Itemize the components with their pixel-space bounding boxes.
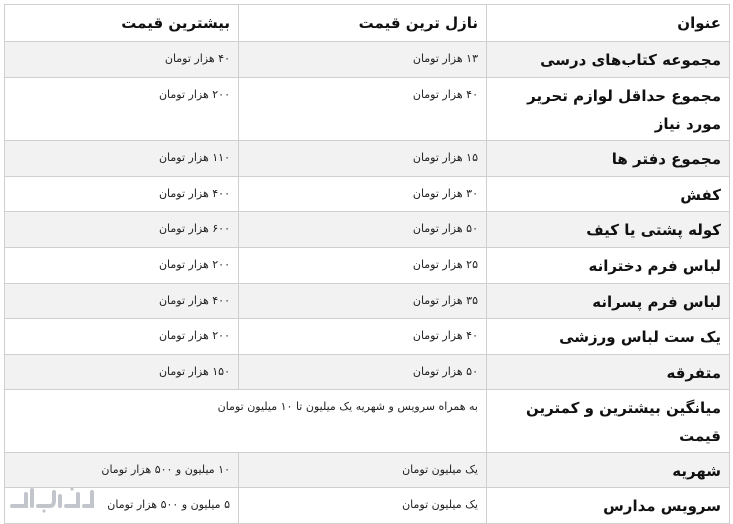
row-title: مجموع دفتر ها: [487, 141, 730, 177]
header-max-price: بیشترین قیمت: [5, 5, 239, 42]
row-title: متفرقه: [487, 355, 730, 390]
table-row: [5, 284, 730, 319]
row-max-price: ۱۱۰ هزار تومان: [5, 141, 239, 177]
row-title: کفش: [487, 177, 730, 212]
row-max-price: ۴۰۰ هزار تومان: [5, 284, 239, 319]
row-merged-note: به همراه سرویس و شهریه یک میلیون تا ۱۰ میلیون تومان: [5, 390, 487, 453]
table-row: [5, 42, 730, 78]
price-table-container: [4, 4, 729, 524]
row-title: لباس فرم دخترانه: [487, 248, 730, 284]
header-title: عنوان: [487, 5, 730, 42]
row-min-price: ۳۰ هزار تومان: [239, 177, 487, 212]
row-min-price: ۵۰ هزار تومان: [239, 355, 487, 390]
header-min-price: نازل ترین قیمت: [239, 5, 487, 42]
table-header-row: [5, 5, 730, 42]
table-row: [5, 319, 730, 355]
row-min-price: ۳۵ هزار تومان: [239, 284, 487, 319]
row-min-price: ۲۵ هزار تومان: [239, 248, 487, 284]
row-title: لباس فرم پسرانه: [487, 284, 730, 319]
table-row: [5, 390, 730, 453]
row-min-price: یک میلیون تومان: [239, 453, 487, 488]
row-title: مجموعه کتاب‌های درسی: [487, 42, 730, 78]
school-costs-table: [4, 4, 730, 524]
table-row: [5, 248, 730, 284]
row-min-price: ۴۰ هزار تومان: [239, 78, 487, 141]
row-max-price: ۱۰ میلیون و ۵۰۰ هزار تومان: [5, 453, 239, 488]
row-max-price: ۲۰۰ هزار تومان: [5, 319, 239, 355]
row-max-price: ۵ میلیون و ۵۰۰ هزار تومان: [5, 488, 239, 524]
row-max-price: ۴۰ هزار تومان: [5, 42, 239, 78]
table-row: [5, 488, 730, 524]
table-row: [5, 141, 730, 177]
row-min-price: ۵۰ هزار تومان: [239, 212, 487, 248]
row-max-price: ۶۰۰ هزار تومان: [5, 212, 239, 248]
row-max-price: ۴۰۰ هزار تومان: [5, 177, 239, 212]
row-title: سرویس مدارس: [487, 488, 730, 524]
table-row: [5, 177, 730, 212]
table-row: [5, 355, 730, 390]
table-row: [5, 212, 730, 248]
row-title: شهریه: [487, 453, 730, 488]
row-min-price: یک میلیون تومان: [239, 488, 487, 524]
row-title: کوله پشتی یا کیف: [487, 212, 730, 248]
row-max-price: ۲۰۰ هزار تومان: [5, 248, 239, 284]
row-title: میانگین بیشترین و کمترین قیمت: [487, 390, 730, 453]
row-max-price: ۱۵۰ هزار تومان: [5, 355, 239, 390]
khabaronline-logo: [6, 484, 96, 514]
row-min-price: ۱۳ هزار تومان: [239, 42, 487, 78]
row-min-price: ۱۵ هزار تومان: [239, 141, 487, 177]
row-max-price: ۲۰۰ هزار تومان: [5, 78, 239, 141]
row-min-price: ۴۰ هزار تومان: [239, 319, 487, 355]
table-row: [5, 78, 730, 141]
row-title: یک ست لباس ورزشی: [487, 319, 730, 355]
row-title: مجموع حداقل لوازم تحریر مورد نیاز: [487, 78, 730, 141]
table-row: [5, 453, 730, 488]
